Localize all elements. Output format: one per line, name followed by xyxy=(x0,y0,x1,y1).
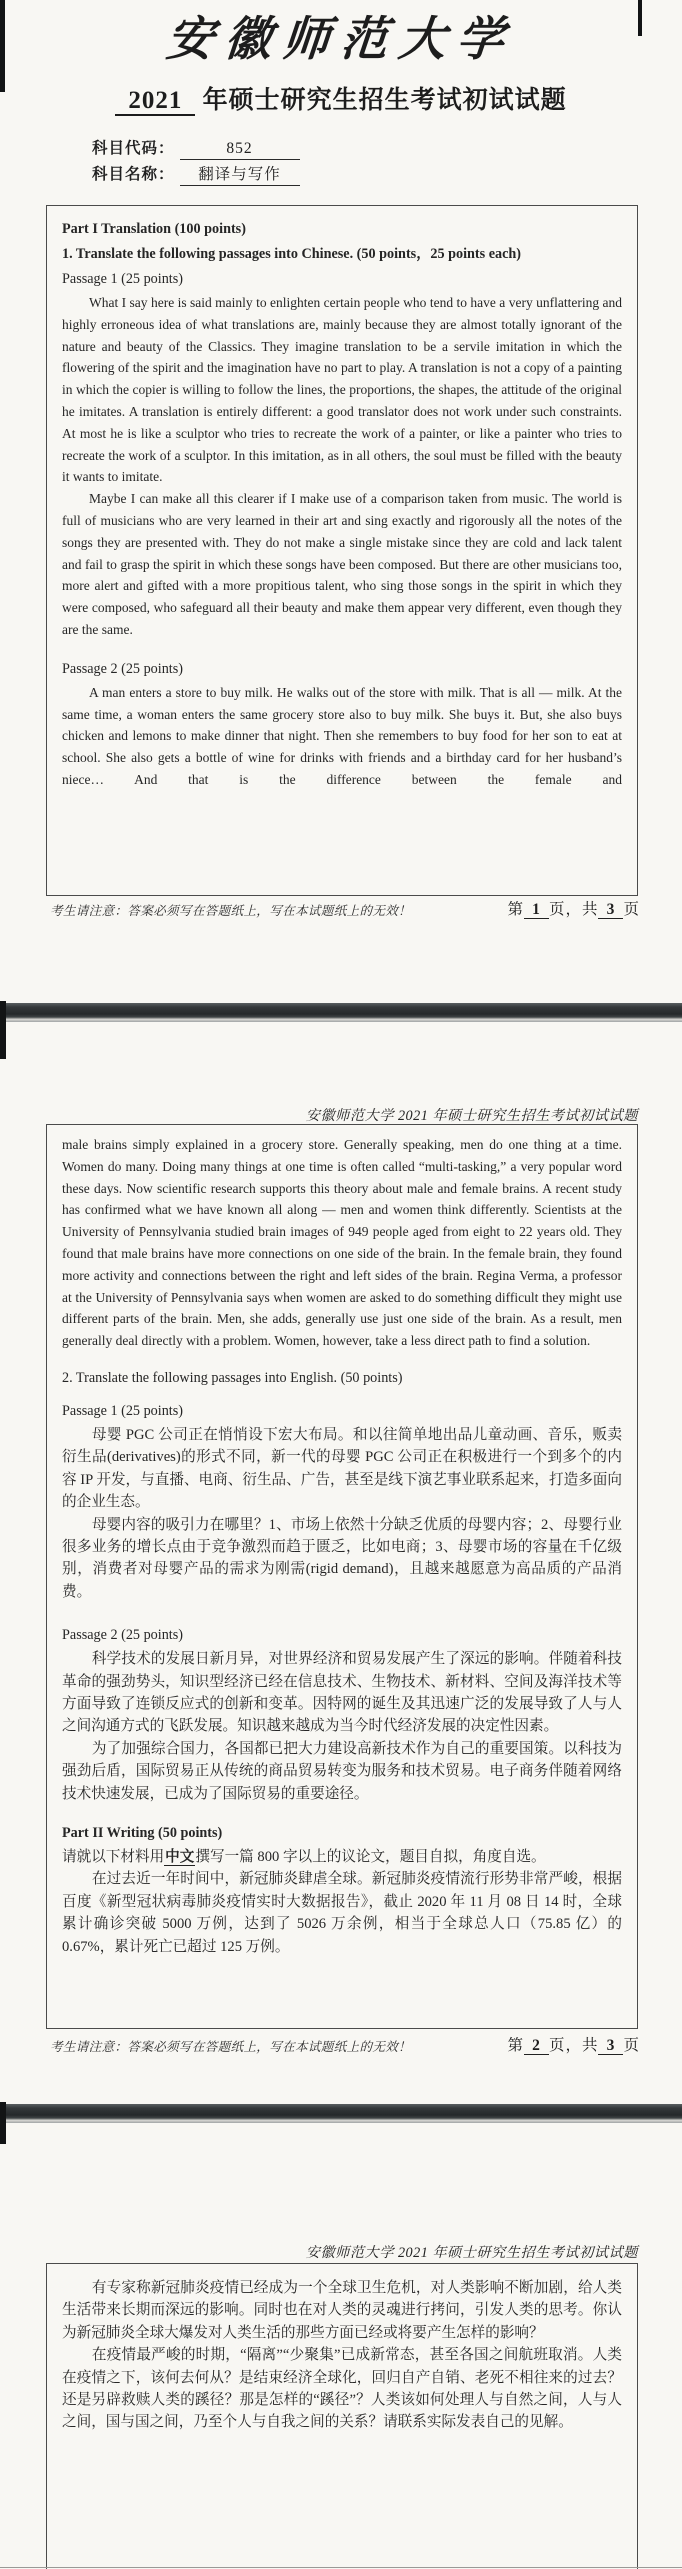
subject-name-row xyxy=(92,162,300,186)
scan-artifact xyxy=(638,0,642,36)
scan-artifact xyxy=(0,1001,6,1059)
writing-material-paragraph-3: 在疫情最严峻的时期，“隔离”“少聚集”已成新常态，甚至各国之间航班取消。人类在疫情之下，该何去何从？是结束经济全球化，回归自产自销、老死不相往来的过去？还是另辟救赎人类的蹊径？那是怎样的“蹊径”？人类该如何处理人与自然之间，人与人之间，国与国之间，乃至个人与自我之间的关系？请联系实际发表自己的见解。 xyxy=(62,2347,622,2431)
current-page-number: 1 xyxy=(524,902,549,919)
subject-code-row xyxy=(92,136,300,160)
subject-name-value: 翻译与写作 xyxy=(180,162,300,186)
current-page-number: 2 xyxy=(524,2038,549,2055)
page-label-mid: 页，共 xyxy=(548,901,599,918)
page-label-mid: 页，共 xyxy=(548,2037,599,2054)
passage1-paragraph-1: What I say here is said mainly to enlighten certain people who tend to have a very unflattering and highly erroneous idea of what translations are, mainly because they are almost totally ignorant of the nature and beauty of the Classics. They imagine translation to be a servile imitation in which the flowering of the spirit and the imagination have no part to play. A translation is not a copy of a painting in which the copier is willing to follow the lines, the proportions, the shapes, the attitude of the original he imitates. A translation is entirely different: a good translator does not work under such constraints. At most he is like a sculptor who tries to recreate the work of a painter, or like a painter who tries to recreate the work of a sculptor. In this imitation, as in all others, the soul must be filled with the beauty it wants to imitate. xyxy=(62,295,622,485)
chinese-passage2-paragraph-1: 科学技术的发展日新月异，对世界经济和贸易发展产生了深远的影响。伴随着科技革命的强劲势头，知识型经济已经在信息技术、生物技术、新材料、空间及海洋技术等方面导致了连锁反应式的创新和变革。因特网的诞生及其迅速广泛的发展导致了人与人之间沟通方式的飞跃发展。知识越来越成为当今时代经济发展的决定性因素。 xyxy=(62,1651,622,1735)
writing-instruction xyxy=(62,1846,622,1868)
passage2-continuation-paragraph: male brains simply explained in a grocery store. Generally speaking, men do one thing at a time. Women do many. Doing many things at one time is often called “multi-tasking,” a very popular word these days. Now scientific research supports this theory about male and female brains. A recent study has confirmed what we have known all along — men and women think differently. Scientists at the University of Pennsylvania studied brain images of 949 people aged from eight to 22 years old. They found that male brains have more connections on one side of the brain. In the female brain, they found more activity and connections between the right and left sides of the brain. Regina Verma, a professor at the University of Pennsylvania says when women are asked to do something difficult they might use different parts of the brain. Men, she adds, generally use just one side of the brain. As a result, men generally deal directly with a problem. Women, however, take a less direct path to find a solution. xyxy=(62,1137,622,1349)
running-header: 安徽师范大学 2021 年硕士研究生招生考试初试试题 xyxy=(305,2245,638,2261)
passage1-paragraph-2: Maybe I can make all this clearer if I make use of a comparison taken from music. The world is full of musicians who are very learned in their art and sing exactly and rigorously all the notes of the songs they are presented with. They do not make a single mistake since they are cold and lack talent and fail to grasp the spirit in which these songs have been composed. But there are other musicians too, more alert and gifted with a more propitious talent, who sing those songs in the spirit in which they were composed, who safeguard all their beauty and make them appear very different, even though they are the same. xyxy=(62,491,622,637)
total-page-number: 3 xyxy=(598,2038,623,2055)
passage1-label-cn: Passage 1 (25 points) xyxy=(62,1402,183,1419)
scan-page-separator xyxy=(0,1003,682,1022)
candidate-notice: 考生请注意：答案必须写在答题纸上，写在本试题纸上的无效！ xyxy=(50,904,412,919)
exam-title-text: 年硕士研究生招生考试初试试题 xyxy=(202,87,567,114)
passage1-label: Passage 1 (25 points) xyxy=(62,271,183,287)
question2-heading: 2. Translate the following passages into English. (50 points) xyxy=(62,1369,403,1386)
page-number-indicator xyxy=(507,897,640,919)
exam-page-1 xyxy=(0,0,682,1003)
page-number-indicator xyxy=(507,2033,640,2055)
question1-heading: 1. Translate the following passages into Chinese. (50 points，25 points each) xyxy=(62,246,522,262)
university-calligraphy-title: 安徽师范大学 xyxy=(164,14,517,66)
passage2-label: Passage 2 (25 points) xyxy=(62,660,183,677)
total-page-number: 3 xyxy=(598,902,623,919)
passage2-label-cn: Passage 2 (25 points) xyxy=(62,1627,183,1644)
subject-code-label: 科目代码： xyxy=(92,140,175,157)
writing-material-paragraph-2: 有专家称新冠肺炎疫情已经成为一个全球卫生危机，对人类影响不断加剧，给人类生活带来长期而深远的影响。同时也在对人类的灵魂进行拷问，引发人类的思考。你认为新冠肺炎全球大爆发对人类生活的那些方面已经或将要产生怎样的影响？ xyxy=(62,2280,622,2341)
part2-heading: Part II Writing (50 points) xyxy=(62,1825,223,1842)
writing-instruction-after: 撰写一篇 800 字以上的议论文，题目自拟，角度自选。 xyxy=(195,1849,546,1866)
chinese-passage1-paragraph-2: 母婴内容的吸引力在哪里？1、市场上依然十分缺乏优质的母婴内容；2、母婴行业很多业务的增长点由于竞争激烈而趋于匮乏，比如电商；3、母婴市场的容量在千亿级别，消费者对母婴产品的需求为刚需(rigid demand)，且越来越愿意为高品质的产品消费。 xyxy=(62,1516,622,1600)
question-box-page-3 xyxy=(46,2263,638,2569)
scan-artifact xyxy=(0,0,5,92)
exam-title xyxy=(0,80,682,116)
question-box-page-2 xyxy=(46,1124,638,2029)
subject-name-label: 科目名称： xyxy=(92,166,175,183)
passage2-paragraph-1: A man enters a store to buy milk. He walks out of the store with milk. That is all — milk. At the same time, a woman enters the same grocery store also to buy milk. She buys it. But, she also buys chicken and lemons to make dinner that night. Then she remembers to buy food for her son to eat at school. She also gets a bottle of wine for drinks with friends and a birthday card for her husband’s niece… And that is the difference between the female and xyxy=(62,684,622,787)
exam-year: 2021 xyxy=(115,87,195,116)
subject-code-value: 852 xyxy=(180,140,300,160)
exam-page-2 xyxy=(0,1022,682,2104)
writing-instruction-before: 请就以下材料用 xyxy=(62,1849,165,1866)
running-header: 安徽师范大学 2021 年硕士研究生招生考试初试试题 xyxy=(305,1108,638,1124)
writing-instruction-underlined: 中文 xyxy=(165,1849,195,1866)
page2-footer xyxy=(50,2033,640,2055)
scan-page-separator xyxy=(0,2104,682,2123)
page-label-prefix: 第 xyxy=(507,2037,524,2054)
exam-page-3 xyxy=(0,2123,682,2569)
writing-material-paragraph: 在过去近一年时间中，新冠肺炎肆虐全球。新冠肺炎疫情流行形势非常严峻，根据百度《新型冠状病毒肺炎疫情实时大数据报告》，截止 2020 年 11 月 08 日 14 时，全球累计确诊突破 5000 万例，达到了 5026 万余例，相当于全球总人口（75.85 亿）的 0.67%，累计死亡已超过 125 万例。 xyxy=(62,1871,622,1955)
page-label-suffix: 页 xyxy=(623,2037,640,2054)
question-box-page-1 xyxy=(46,205,638,896)
page1-footer xyxy=(50,897,640,919)
page-label-prefix: 第 xyxy=(507,901,524,918)
part1-heading: Part I Translation (100 points) xyxy=(62,221,246,237)
chinese-passage2-paragraph-2: 为了加强综合国力，各国都已把大力建设高新技术作为自己的重要国策。以科技为强劲后盾，国际贸易正从传统的商品贸易转变为服务和技术贸易。电子商务伴随着网络技术快速发展，已成为了国际贸易的重要途径。 xyxy=(62,1740,622,1802)
page-label-suffix: 页 xyxy=(623,901,640,918)
chinese-passage1-paragraph-1: 母婴 PGC 公司正在悄悄设下宏大布局。和以往简单地出品儿童动画、音乐，贩卖衍生品(derivatives)的形式不同，新一代的母婴 PGC 公司正在积极进行一个到多个的内容 IP 开发，与直播、电商、衍生品、广告，甚至是线下演艺事业联系起来，打造多面向的企业生态。 xyxy=(62,1426,622,1511)
scan-artifact xyxy=(0,2102,6,2144)
candidate-notice: 考生请注意：答案必须写在答题纸上，写在本试题纸上的无效！ xyxy=(50,2040,412,2055)
scan-bottom-edge xyxy=(0,2567,682,2568)
